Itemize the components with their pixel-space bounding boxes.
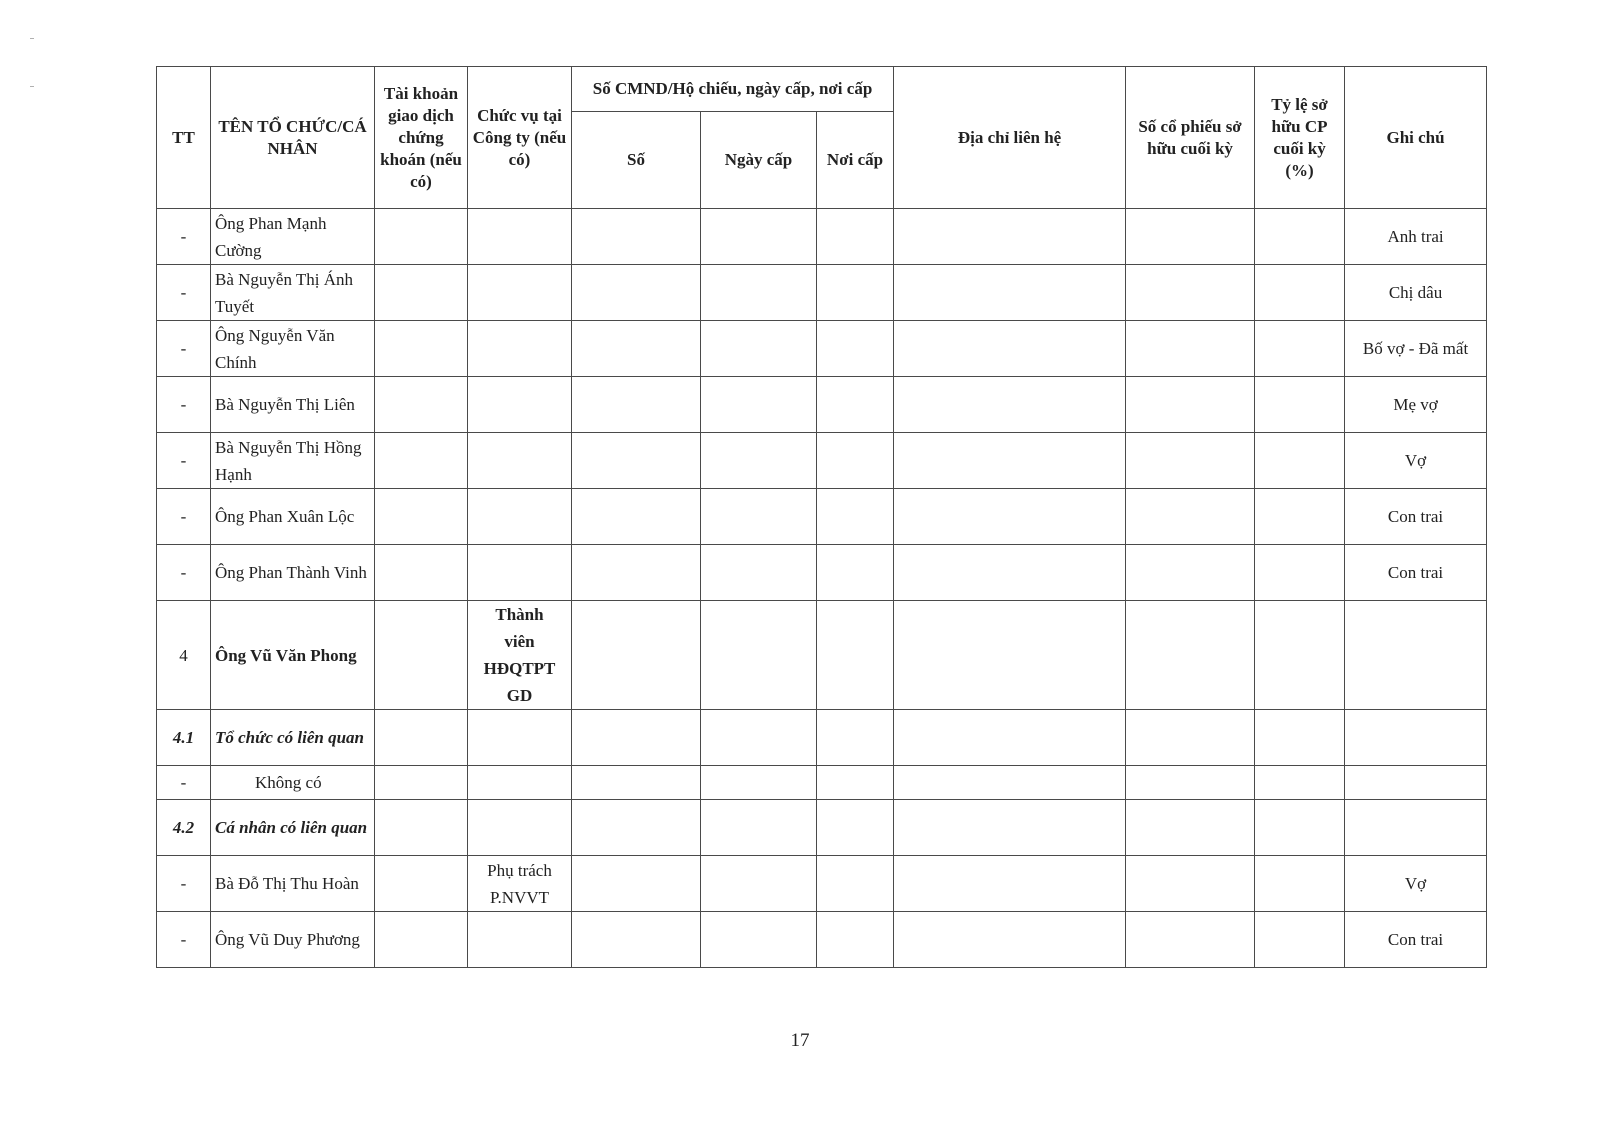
row-tt: -	[157, 209, 211, 265]
table-row	[157, 209, 1487, 265]
row-note: Vợ	[1345, 433, 1487, 489]
row-tt: -	[157, 545, 211, 601]
row-name: Tổ chức có liên quan	[211, 710, 375, 766]
table-row	[157, 433, 1487, 489]
row-tt: 4.1	[157, 710, 211, 766]
row-name: Bà Nguyễn Thị Ánh Tuyết	[211, 265, 375, 321]
row-position	[468, 766, 572, 800]
row-position: Thành viên HĐQTPT GD	[468, 601, 572, 710]
row-position	[468, 489, 572, 545]
scan-mark	[30, 38, 34, 39]
header-id-number: Số	[572, 112, 701, 209]
header-id-group: Số CMND/Hộ chiếu, ngày cấp, nơi cấp	[572, 67, 894, 112]
row-note: Vợ	[1345, 856, 1487, 912]
table-row	[157, 377, 1487, 433]
row-position: Phụ trách P.NVVT	[468, 856, 572, 912]
row-tt: 4	[157, 601, 211, 710]
row-tt: -	[157, 321, 211, 377]
related-persons-table	[156, 66, 1487, 968]
row-name: Ông Phan Xuân Lộc	[211, 489, 375, 545]
table-row	[157, 912, 1487, 968]
row-name: Ông Nguyễn Văn Chính	[211, 321, 375, 377]
row-tt: -	[157, 265, 211, 321]
header-account: Tài khoản giao dịch chứng khoán (nếu có)	[375, 67, 468, 209]
header-row	[157, 67, 1487, 112]
row-note: Con trai	[1345, 545, 1487, 601]
row-position	[468, 912, 572, 968]
row-position	[468, 710, 572, 766]
header-name: TÊN TỔ CHỨC/CÁ NHÂN	[211, 67, 375, 209]
row-note: Chị dâu	[1345, 265, 1487, 321]
row-position	[468, 209, 572, 265]
header-issue-place: Nơi cấp	[817, 112, 894, 209]
page-number: 17	[790, 1030, 810, 1051]
row-tt: -	[157, 766, 211, 800]
row-name: Ông Vũ Văn Phong	[211, 601, 375, 710]
row-name: Không có	[211, 766, 375, 800]
row-tt: -	[157, 377, 211, 433]
row-note: Bố vợ - Đã mất	[1345, 321, 1487, 377]
table-row	[157, 710, 1487, 766]
row-position	[468, 265, 572, 321]
row-name: Ông Vũ Duy Phương	[211, 912, 375, 968]
row-name: Cá nhân có liên quan	[211, 800, 375, 856]
row-position	[468, 433, 572, 489]
header-issue-date: Ngày cấp	[701, 112, 817, 209]
row-position	[468, 545, 572, 601]
header-shares: Số cổ phiếu sở hữu cuối kỳ	[1126, 67, 1255, 209]
row-position	[468, 321, 572, 377]
row-tt: -	[157, 856, 211, 912]
row-name: Bà Nguyễn Thị Hồng Hạnh	[211, 433, 375, 489]
row-note	[1345, 800, 1487, 856]
header-ratio: Tỷ lệ sở hữu CP cuối kỳ (%)	[1255, 67, 1345, 209]
table-row	[157, 489, 1487, 545]
table-row	[157, 545, 1487, 601]
row-name: Bà Đỗ Thị Thu Hoàn	[211, 856, 375, 912]
header-note: Ghi chú	[1345, 67, 1487, 209]
row-tt: -	[157, 433, 211, 489]
row-note	[1345, 766, 1487, 800]
row-note: Con trai	[1345, 489, 1487, 545]
table-row	[157, 601, 1487, 710]
row-position	[468, 377, 572, 433]
header-address: Địa chỉ liên hệ	[894, 67, 1126, 209]
header-tt: TT	[157, 67, 211, 209]
row-tt: -	[157, 912, 211, 968]
row-note	[1345, 601, 1487, 710]
row-name: Bà Nguyễn Thị Liên	[211, 377, 375, 433]
table-row	[157, 800, 1487, 856]
row-tt: -	[157, 489, 211, 545]
row-name: Ông Phan Thành Vinh	[211, 545, 375, 601]
scan-mark	[30, 86, 34, 87]
table-row	[157, 856, 1487, 912]
row-note: Con trai	[1345, 912, 1487, 968]
header-position: Chức vụ tại Công ty (nếu có)	[468, 67, 572, 209]
row-note: Anh trai	[1345, 209, 1487, 265]
row-name: Ông Phan Mạnh Cường	[211, 209, 375, 265]
row-note	[1345, 710, 1487, 766]
table-row	[157, 265, 1487, 321]
table-row	[157, 321, 1487, 377]
table-row	[157, 766, 1487, 800]
row-tt: 4.2	[157, 800, 211, 856]
row-note: Mẹ vợ	[1345, 377, 1487, 433]
row-position	[468, 800, 572, 856]
